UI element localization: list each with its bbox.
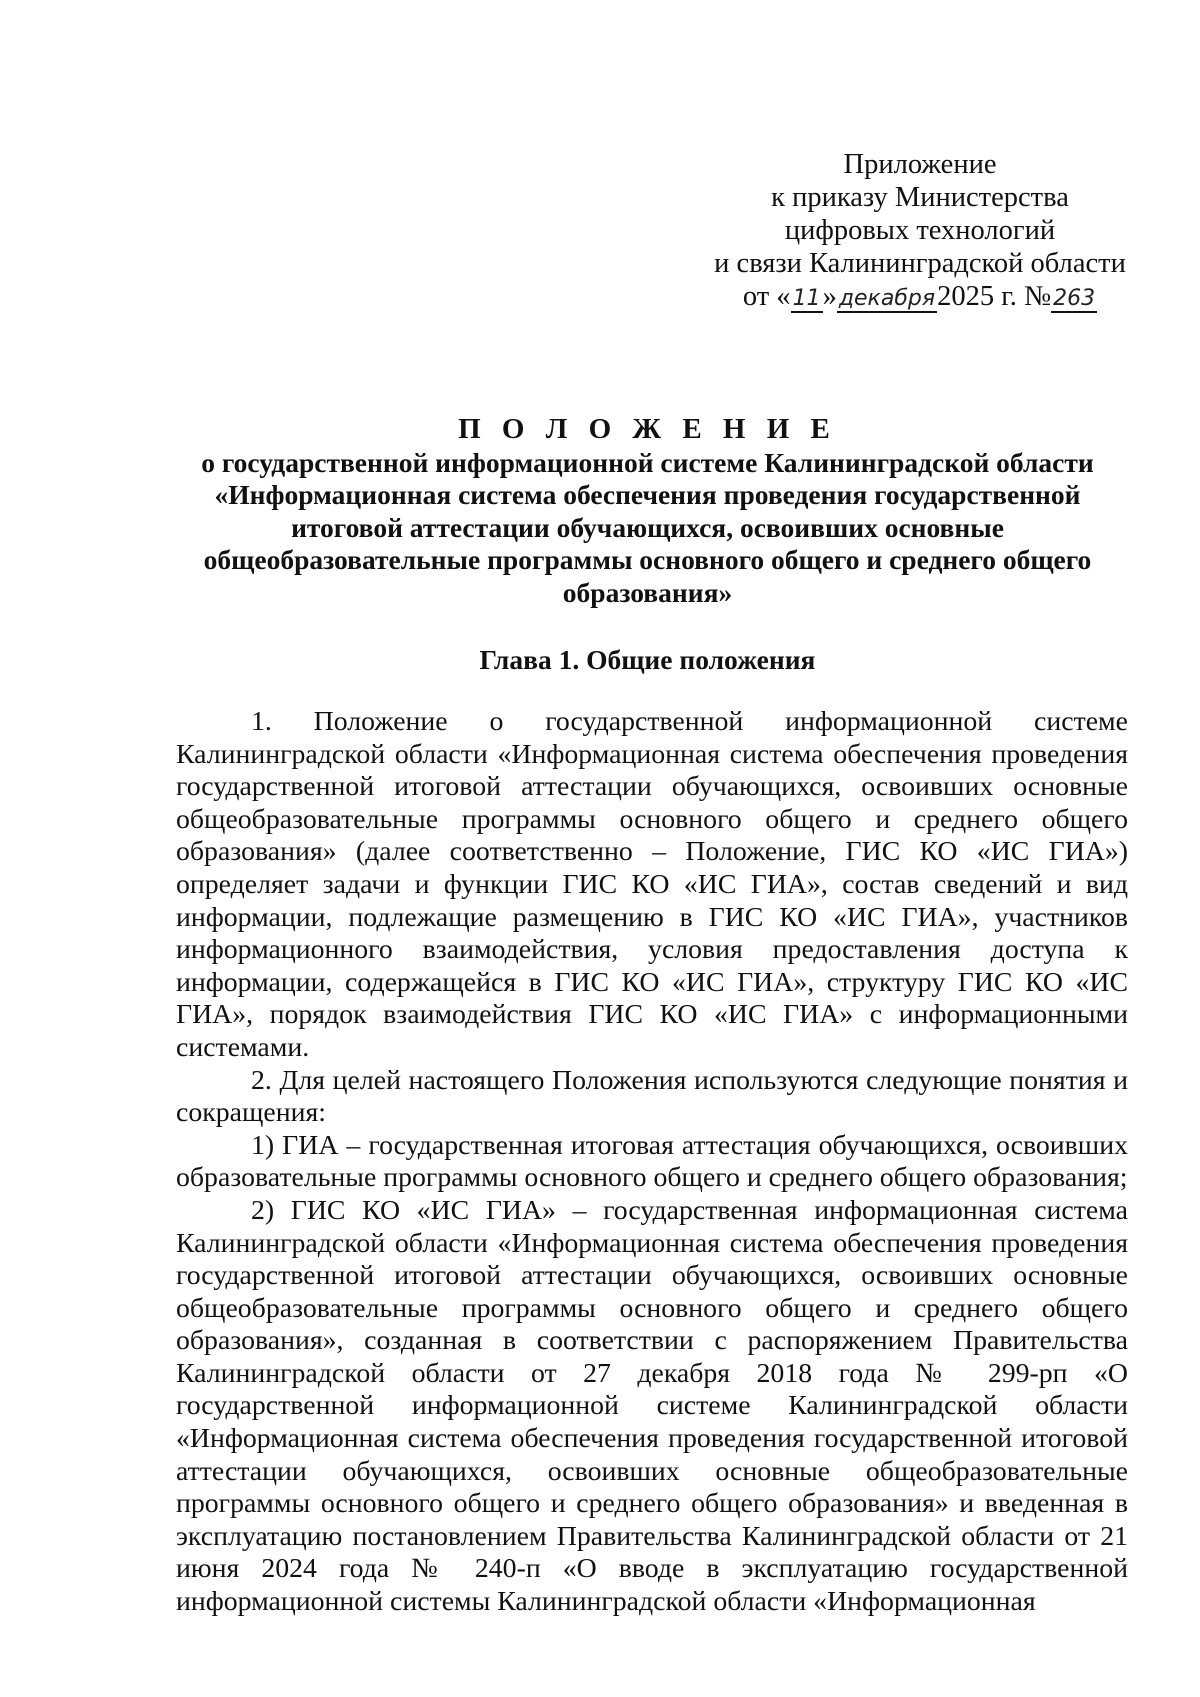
appendix-line: и связи Калининградской области: [714, 248, 1126, 279]
handwritten-day: 11: [792, 286, 821, 311]
document-body: [176, 706, 1128, 1619]
document-subtitle-line: о государственной информационной системе Калининградской области: [201, 446, 1094, 478]
document-subtitle-line: общеобразовательные программы основного общего и среднего общего: [203, 544, 1092, 575]
document-subtitle-line: итоговой аттестации обучающихся, освоивших основные: [291, 511, 1004, 543]
paragraph: 2) ГИС КО «ИС ГИА» – государственная информационная система Калининградской области «Информационная система обеспечения проведения государственной итоговой аттестации обучающихся, освоивших основные общеобразовательные программы основного общего и среднего общего образования», созданная в соответствии с распоряжением Правительства Калининградской области от 27 декабря 2018 года № 299-рп «О государственной информационной системе Калининградской области «Информационная система обеспечения проведения государственной итоговой аттестации обучающихся, освоивших основные общеобразовательные программы основного общего и среднего общего образования» и введенная в эксплуатацию постановлением Правительства Калининградской области от 21 июня 2024 года № 240-п «О вводе в эксплуатацию государственной информационной системы Калининградской области «Информационная: [176, 1194, 1128, 1618]
document-subtitle-line: образования»: [562, 576, 733, 608]
paragraph: 2. Для целей настоящего Положения используются следующие понятия и сокращения:: [176, 1064, 1128, 1129]
appendix-header: [700, 148, 1140, 313]
paragraph: 1. Положение о государственной информационной системе Калининградской области «Информационная система обеспечения проведения государственной итоговой аттестации обучающихся, освоивших основные общеобразовательные программы основного общего и среднего общего образования» (далее соответственно – Положение, ГИС КО «ИС ГИА») определяет задачи и функции ГИС КО «ИС ГИА», состав сведений и вид информации, подлежащие размещению в ГИС КО «ИС ГИА», участников информационного взаимодействия, условия предоставления доступа к информации, содержащейся в ГИС КО «ИС ГИА», структуру ГИС КО «ИС ГИА», порядок взаимодействия ГИС КО «ИС ГИА» с информационными системами.: [176, 706, 1128, 1063]
appendix-line: Приложение: [843, 149, 997, 180]
date-year: 2025 г. №: [937, 281, 1052, 312]
appendix-line: к приказу Министерства: [771, 182, 1069, 213]
chapter-heading: Глава 1. Общие положения: [479, 644, 816, 675]
date-mid: »: [822, 281, 837, 312]
handwritten-month: декабря: [838, 286, 936, 311]
document-subtitle-line: «Информационная система обеспечения проведения государственной: [214, 479, 1081, 510]
handwritten-number: 263: [1053, 286, 1096, 311]
document-title-block: [170, 413, 1125, 609]
appendix-line: цифровых технологий: [784, 215, 1056, 246]
date-prefix: от «: [742, 281, 791, 312]
appendix-date-line: [700, 280, 1140, 313]
paragraph: 1) ГИА – государственная итоговая аттестация обучающихся, освоивших образовательные программы основного общего и среднего общего образования;: [176, 1129, 1128, 1194]
document-title: П О Л О Ж Е Н И Е: [458, 413, 837, 445]
